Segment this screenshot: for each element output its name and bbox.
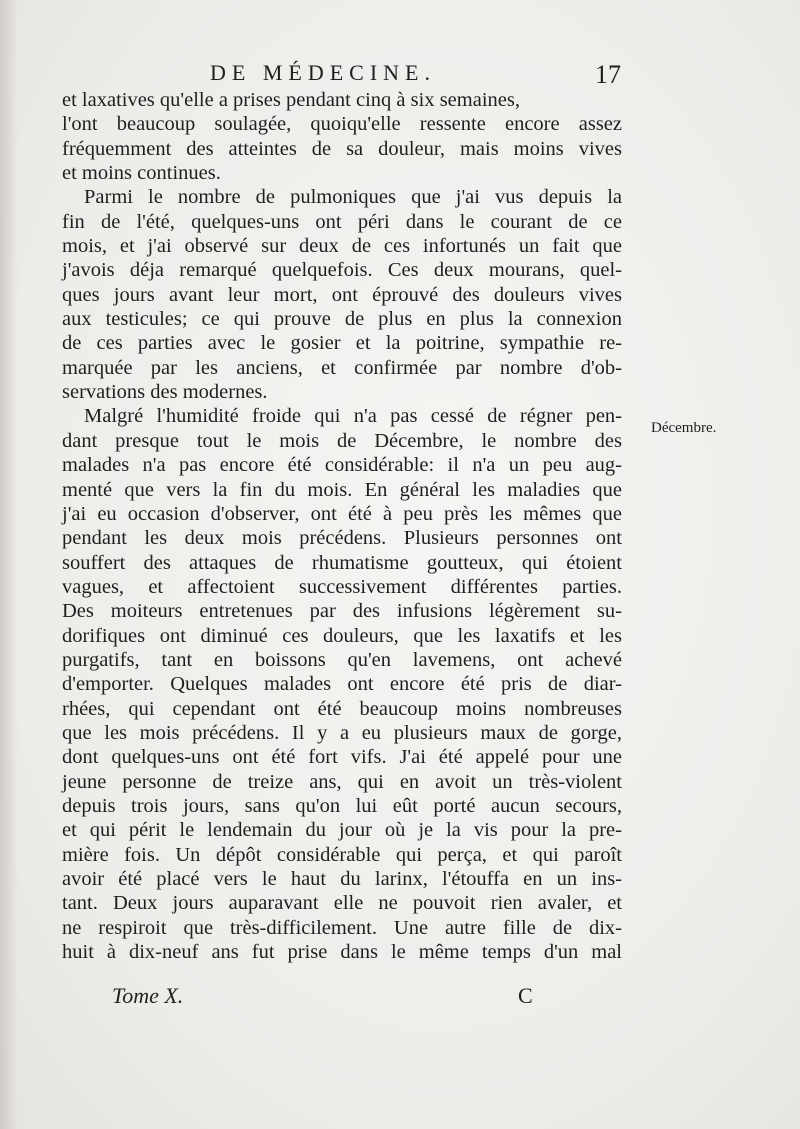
text-line: marquée par les anciens, et confirmée par nombre d'ob- xyxy=(62,356,622,379)
text-line: mois, et j'ai observé sur deux de ces infortunés un fait que xyxy=(62,235,622,258)
text-line: malades n'a pas encore été considérable: il n'a un peu aug- xyxy=(62,454,622,477)
text-line: Parmi le nombre de pulmoniques que j'ai vus depuis la xyxy=(84,186,622,209)
text-line: menté que vers la fin du mois. En général les maladies que xyxy=(62,478,622,501)
text-line: servations des modernes. xyxy=(62,381,268,404)
text-line: que les mois précédens. Il y a eu plusieurs maux de gorge, xyxy=(62,721,622,744)
text-line: de ces parties avec le gosier et la poitrine, sympathie re- xyxy=(62,332,622,355)
text-line: Malgré l'humidité froide qui n'a pas cessé de régner pen- xyxy=(84,405,622,428)
text-line: mière fois. Un dépôt considérable qui perça, et qui paroît xyxy=(62,843,622,866)
body-text xyxy=(62,88,622,964)
text-line: dorifiques ont diminué ces douleurs, que les laxatifs et les xyxy=(62,624,622,647)
text-line: et laxatives qu'elle a prises pendant cinq à six semaines, xyxy=(62,89,520,111)
text-line: aux testicules; ce qui prouve de plus en plus la connexion xyxy=(62,308,622,331)
text-line: et moins continues. xyxy=(62,162,221,185)
text-line: fin de l'été, quelques-uns ont péri dans le courant de ce xyxy=(62,210,622,233)
page-number: 17 xyxy=(595,60,621,89)
text-line: vagues, et affectoient successivement différentes parties. xyxy=(62,575,622,598)
footer-signature-mark: C xyxy=(518,983,533,1008)
text-line: ques jours avant leur mort, ont éprouvé des douleurs vives xyxy=(62,283,622,306)
footer-tome: Tome X. xyxy=(112,983,184,1008)
text-line: et qui périt le lendemain du jour où je la vis pour la pre- xyxy=(62,819,622,842)
text-line: d'emporter. Quelques malades ont encore été pris de diar- xyxy=(62,673,622,696)
margin-note-month: Décembre. xyxy=(651,420,717,436)
page-gutter-shadow xyxy=(0,0,18,1129)
text-line: dont quelques-uns ont été fort vifs. J'ai été appelé pour une xyxy=(62,746,622,769)
text-line: souffert des attaques de rhumatisme goutteux, qui étoient xyxy=(62,551,622,574)
text-line: avoir été placé vers le haut du larinx, l'étouffa en un ins- xyxy=(62,868,622,890)
text-line: dant presque tout le mois de Décembre, le nombre des xyxy=(62,429,622,452)
text-line: Des moiteurs entretenues par des infusions légèrement su- xyxy=(62,600,622,623)
text-line: tant. Deux jours auparavant elle ne pouvoit rien avaler, et xyxy=(62,892,622,915)
text-line: depuis trois jours, sans qu'on lui eût porté aucun secours, xyxy=(62,794,622,817)
text-line: l'ont beaucoup soulagée, quoiqu'elle ressente encore assez xyxy=(62,113,622,136)
text-line: fréquemment des atteintes de sa douleur, mais moins vives xyxy=(62,137,622,160)
text-line: ne respiroit que très-difficilement. Une autre fille de dix- xyxy=(62,916,622,939)
text-line: pendant les deux mois précédens. Plusieurs personnes ont xyxy=(62,527,622,550)
text-line: purgatifs, tant en boissons qu'en lavemens, ont achevé xyxy=(62,648,622,671)
running-title: DE MÉDECINE. xyxy=(210,60,436,85)
text-line: j'ai eu occasion d'observer, ont été à peu près les mêmes que xyxy=(62,502,622,525)
text-line: huit à dix-neuf ans fut prise dans le même temps d'un mal xyxy=(62,941,622,964)
text-line: rhées, qui cependant ont été beaucoup moins nombreuses xyxy=(62,697,622,720)
text-line: j'avois déja remarqué quelquefois. Ces deux mourans, quel- xyxy=(62,259,622,282)
text-line: jeune personne de treize ans, qui en avoit un très-violent xyxy=(62,770,622,793)
